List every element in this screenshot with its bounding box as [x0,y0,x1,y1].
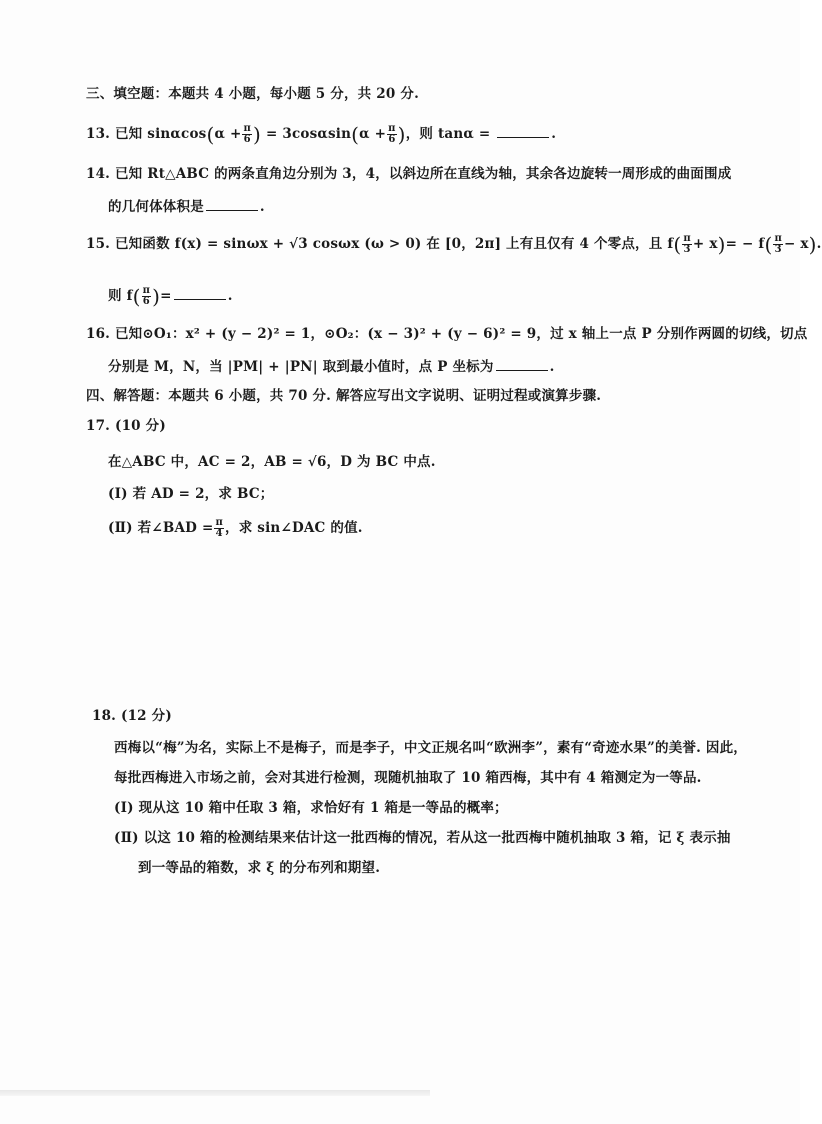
question-18-line-2: 每批西梅进入市场之前，会对其进行检测，现随机抽取了 10 箱西梅，其中有 4 箱测定为一等品. [114,770,702,786]
q13-paren-close-2: ) [397,122,406,147]
question-15-line-1 [86,234,822,255]
question-18-part-2-line-1: (Ⅱ) 以这 10 箱的检测结果来估计这一批西梅的情况，若从这一批西梅中随机抽取 3 箱，记 ξ 表示抽 [114,830,731,846]
q13-inner-2: α + [359,126,387,142]
q15-paren-close: ) [717,232,726,257]
q15-line-1-text: 15. 已知函数 f(x) = sinωx + √3 cosωx (ω > 0) 在 [0，2π] 上有且仅有 4 个零点，且 f [86,236,674,252]
q15-mid-2: = − f [725,236,765,252]
question-16-line-1: 16. 已知⊙O₁：x² + (y − 2)² = 1，⊙O₂：(x − 3)² + (y − 6)² = 9，过 x 轴上一点 P 分别作两圆的切线，切点 [86,326,808,342]
question-17-part-2 [108,518,363,539]
q14-end: . [259,199,265,215]
q13-suffix: ，则 tanα = [405,126,491,142]
question-16-line-2 [108,356,554,377]
q13-frac-num-2: π [388,123,396,134]
q13-frac-den-2: 6 [388,134,396,145]
q15-end-2: . [227,288,233,304]
q16-answer-blank[interactable] [496,356,548,371]
q15-frac-den-2: 3 [774,244,782,255]
q13-frac-den: 6 [243,134,251,145]
q15-paren-close-2: ) [808,232,817,257]
q13-fraction-2 [387,124,397,145]
q15-fraction-1 [682,234,692,255]
q14-answer-blank[interactable] [206,196,258,211]
q17-frac-num: π [215,517,223,528]
q13-inner: α + [214,126,242,142]
q16-end: . [549,359,555,375]
q15-paren-open-2: ( [764,232,773,257]
q17-part-2-text-a: (Ⅱ) 若∠BAD = [108,520,214,536]
question-18-part-1: (Ⅰ) 现从这 10 箱中任取 3 箱，求恰好有 1 箱是一等品的概率； [114,800,508,816]
q16-line-2-text: 分别是 M，N，当 |PM| + |PN| 取到最小值时，点 P 坐标为 [108,359,494,375]
question-18-title: 18. (12 分) [92,708,172,724]
q15-frac-den-3: 6 [142,296,150,307]
q13-prefix: 13. 已知 sinαcos [86,126,207,142]
question-14-line-2 [108,196,265,217]
question-17-part-1: (Ⅰ) 若 AD = 2，求 BC； [108,486,274,502]
q17-fraction [214,518,224,539]
q15-line-2-paren-close: ) [152,284,161,309]
q13-frac-num: π [243,123,252,134]
q17-frac-den: 4 [215,528,223,539]
question-18-line-1: 西梅以“梅”为名，实际上不是梅子，而是李子，中文正规名叫“欧洲李”，素有“奇迹水果”的美誉. 因此， [114,740,747,756]
q15-mid-3: − x [783,236,809,252]
q15-end-1: . [816,236,822,252]
q17-part-2-text-b: ，求 sin∠DAC 的值. [225,520,363,536]
scan-edge-shadow [0,1090,430,1096]
question-13 [86,123,556,145]
q13-fraction-1 [242,124,252,145]
q15-line-2-text: 则 f [108,288,133,304]
q13-paren-open: ( [206,122,215,147]
q15-frac-num: π [683,233,691,244]
question-17-stem: 在△ABC 中，AC = 2，AB = √6，D 为 BC 中点. [108,454,436,470]
q15-answer-blank[interactable] [174,285,226,300]
q13-middle: = 3cosαsin [265,126,352,142]
q15-line-2-paren-open: ( [132,284,141,309]
q13-end: . [551,126,557,142]
q13-paren-open-2: ( [351,122,360,147]
question-14-line-1: 14. 已知 Rt△ABC 的两条直角边分别为 3，4，以斜边所在直线为轴，其余各边旋转一周形成的曲面围成 [86,166,732,182]
question-17-title: 17. (10 分) [86,418,166,434]
q15-paren-open: ( [673,232,682,257]
q15-fraction-3 [142,286,152,307]
q15-line-2-equals: = [160,288,172,304]
q15-frac-num-2: π [774,233,782,244]
q13-paren-close: ) [253,122,262,147]
question-18-part-2-line-2: 到一等品的箱数，求 ξ 的分布列和期望. [138,860,381,876]
section-4-heading: 四、解答题：本题共 6 小题，共 70 分. 解答应写出文字说明、证明过程或演算步骤. [86,388,602,404]
q15-frac-num-3: π [142,285,151,296]
q13-answer-blank[interactable] [497,123,549,138]
section-3-heading: 三、填空题：本题共 4 小题，每小题 5 分，共 20 分. [86,86,419,102]
question-15-line-2 [108,285,233,307]
q15-fraction-2 [773,234,783,255]
q14-line-2-text: 的几何体体积是 [108,199,204,215]
q15-mid-1: + x [692,236,718,252]
q15-frac-den: 3 [683,244,691,255]
